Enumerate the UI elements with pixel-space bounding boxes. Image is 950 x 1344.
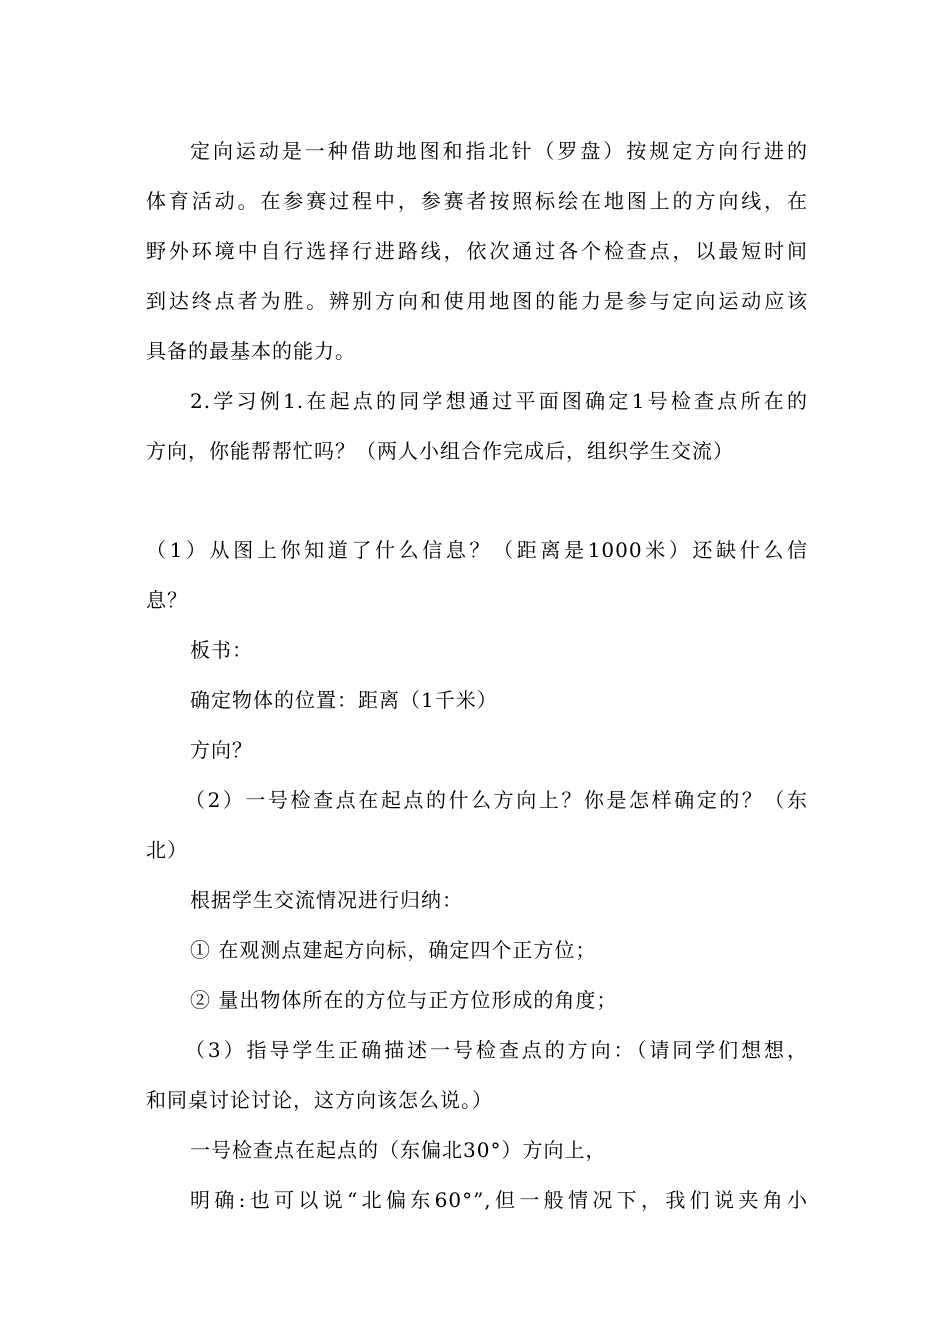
paragraph-line: 明确:也可以说“北偏东60°”,但一般情况下，我们说夹角小 [190,1188,808,1212]
paragraph-line: 方向？ [190,738,253,762]
paragraph-line: 北） [146,838,188,862]
list-item: ② 量出物体所在的方位与正方位形成的角度； [190,988,618,1012]
paragraph-line: 2.学习例1.在起点的同学想通过平面图确定1号检查点所在的 [190,389,808,413]
paragraph-line: 方向，你能帮帮忙吗？（两人小组合作完成后，组织学生交流） [146,439,734,463]
paragraph-line: 确定物体的位置：距离（1千米） [190,688,498,712]
paragraph-line: 板书： [190,638,253,662]
list-item: ① 在观测点建起方向标，确定四个正方位； [190,938,597,962]
paragraph-line: 一号检查点在起点的（东偏北30°）方向上， [190,1138,607,1162]
paragraph-line: （1）从图上你知道了什么信息？（距离是1000米）还缺什么信 [146,538,808,562]
paragraph-line: 到达终点者为胜。辨别方向和使用地图的能力是参与定向运动应该 [146,289,808,313]
paragraph-line: 体育活动。在参赛过程中，参赛者按照标绘在地图上的方向线，在 [146,189,808,213]
paragraph-line: 根据学生交流情况进行归纳： [190,888,463,912]
paragraph-line: 定向运动是一种借助地图和指北针（罗盘）按规定方向行进的 [190,139,808,163]
paragraph-line: （3）指导学生正确描述一号检查点的方向：（请同学们想想， [185,1038,808,1062]
paragraph-line: 野外环境中自行选择行进路线，依次通过各个检查点，以最短时间 [146,239,808,263]
paragraph-line: （2）一号检查点在起点的什么方向上？你是怎样确定的？（东 [185,788,808,812]
paragraph-line: 和同桌讨论讨论，这方向该怎么说。） [146,1088,493,1112]
paragraph-line: 息？ [146,588,188,612]
paragraph-line: 具备的最基本的能力。 [146,339,356,363]
